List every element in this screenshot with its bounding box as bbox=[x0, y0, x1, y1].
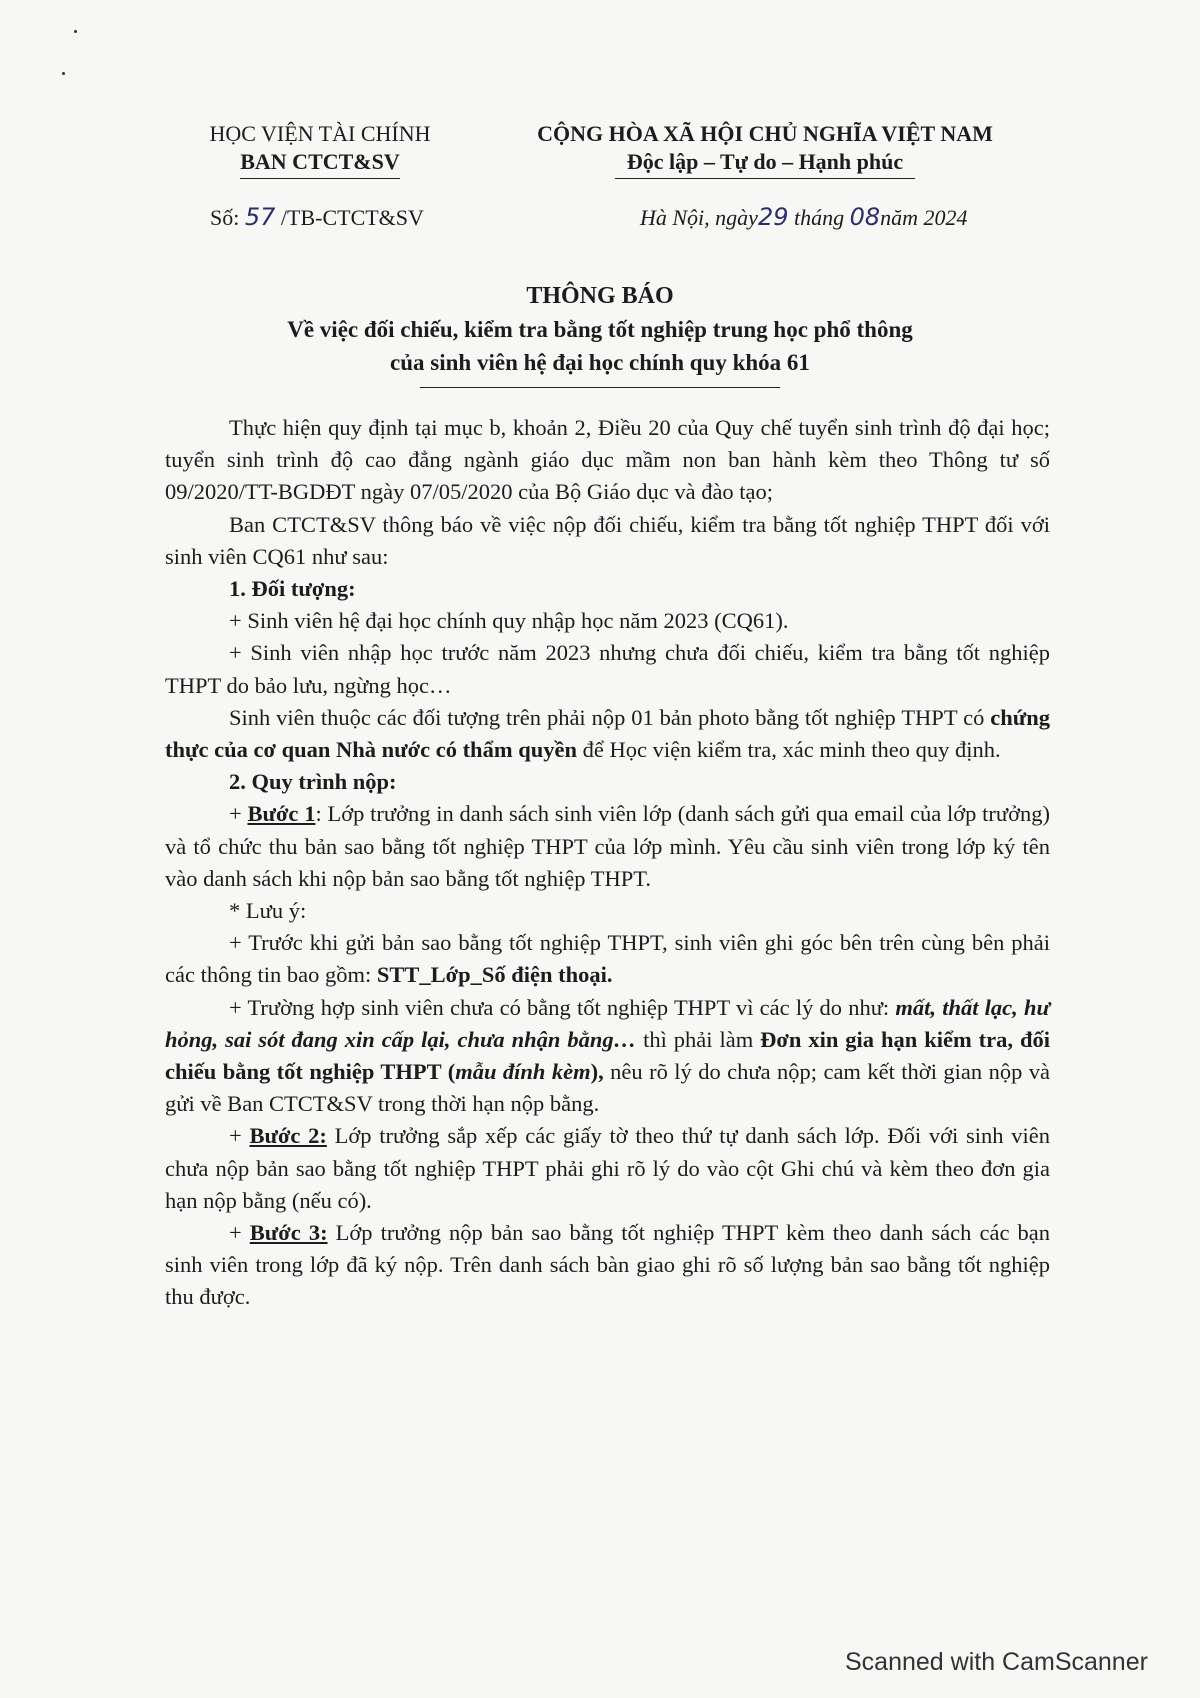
department-name: BAN CTCT&SV bbox=[240, 149, 400, 174]
scan-speck bbox=[62, 72, 65, 75]
text-run-bold-italic: mẫu đính kèm bbox=[455, 1059, 591, 1085]
text-run: + bbox=[229, 1123, 250, 1149]
note-label: * Lưu ý: bbox=[229, 898, 307, 924]
title-block bbox=[160, 280, 1040, 388]
national-motto: Độc lập – Tự do – Hạnh phúc bbox=[626, 149, 904, 174]
institution-name: HỌC VIỆN TÀI CHÍNH bbox=[209, 121, 431, 146]
doc-number-prefix: Số: bbox=[210, 205, 245, 230]
text-run-bold: chứng thực của cơ quan Nhà nước có thẩm quyền bbox=[165, 704, 1050, 763]
text-run: + bbox=[229, 1220, 250, 1246]
date-month-label: tháng bbox=[788, 205, 850, 230]
paragraph bbox=[165, 1217, 1050, 1314]
national-title: CỘNG HÒA XÃ HỘI CHỦ NGHĨA VIỆT NAM bbox=[537, 121, 993, 146]
text-run: nêu rõ lý do chưa nộp; cam kết thời gian nộp và gửi về Ban CTCT&SV trong thời hạn nộp bằng. bbox=[165, 1059, 1051, 1117]
document-date bbox=[640, 203, 968, 231]
date-day: 29 bbox=[757, 203, 789, 231]
text-run: thì phải làm bbox=[636, 1026, 761, 1052]
text-run-bold: Đơn xin gia hạn kiểm tra, đối chiếu bằng tốt nghiệp THPT ( bbox=[165, 1026, 1050, 1085]
paragraph bbox=[165, 702, 1050, 766]
paragraph: Thực hiện quy định tại mục b, khoản 2, Điều 20 của Quy chế tuyển sinh trình độ đại học; tuyển sinh trình độ cao đẳng ngành giáo dục mầm non ban hành kèm theo Thông tư số 09/2020/TT-BGDĐT ngày 07/05/2020 của Bộ Giáo dục và đào tạo; bbox=[165, 415, 1050, 505]
paragraph bbox=[165, 798, 1050, 895]
document-subject-line2: của sinh viên hệ đại học chính quy khóa 61 bbox=[390, 350, 810, 375]
paragraph: + Sinh viên nhập học trước năm 2023 nhưng chưa đối chiếu, kiểm tra bằng tốt nghiệp THPT do bảo lưu, ngừng học… bbox=[165, 640, 1050, 698]
section-heading: 1. Đối tượng: bbox=[229, 576, 356, 602]
step-label: Bước 1 bbox=[247, 801, 316, 827]
text-run: Sinh viên thuộc các đối tượng trên phải nộp 01 bản photo bằng tốt nghiệp THPT có bbox=[229, 704, 991, 730]
text-run: Lớp trưởng nộp bản sao bằng tốt nghiệp THPT kèm theo danh sách các bạn sinh viên trong lớp đã ký nộp. Trên danh sách bàn giao ghi rõ số lượng bản sao bằng tốt nghiệp thu được. bbox=[165, 1220, 1050, 1310]
date-month: 08 bbox=[849, 203, 881, 231]
doc-number-handwritten: 57 bbox=[244, 203, 276, 231]
header-right-rule bbox=[615, 178, 915, 179]
text-run: để Học viện kiểm tra, xác minh theo quy định. bbox=[576, 737, 1001, 763]
step-label: Bước 3: bbox=[249, 1220, 328, 1246]
text-run: + Trường hợp sinh viên chưa có bằng tốt nghiệp THPT vì các lý do như: bbox=[229, 994, 896, 1020]
doc-number-suffix: /TB-CTCT&SV bbox=[275, 205, 424, 230]
paragraph bbox=[165, 992, 1050, 1121]
section-heading: 2. Quy trình nộp: bbox=[229, 769, 397, 795]
header-left-rule bbox=[240, 178, 400, 179]
text-run-bold: STT_Lớp_Số điện thoại. bbox=[376, 962, 613, 988]
date-place: Hà Nội, ngày bbox=[640, 205, 758, 230]
paragraph bbox=[165, 927, 1050, 991]
text-run: + Trước khi gửi bản sao bằng tốt nghiệp THPT, sinh viên ghi góc bên trên cùng bên phải các thông tin bao gồm: bbox=[165, 930, 1050, 988]
document-number bbox=[210, 203, 424, 231]
header-left bbox=[170, 120, 470, 179]
paragraph bbox=[165, 1120, 1050, 1217]
step-label: Bước 2: bbox=[249, 1123, 327, 1149]
text-run-bold: ), bbox=[590, 1059, 604, 1085]
date-year: năm 2024 bbox=[880, 205, 968, 230]
scan-speck bbox=[74, 30, 77, 33]
camscanner-watermark: Scanned with CamScanner bbox=[845, 1648, 1148, 1676]
document-body bbox=[165, 412, 1050, 1314]
header-right bbox=[490, 120, 1040, 179]
paragraph: Ban CTCT&SV thông báo về việc nộp đối chiếu, kiểm tra bằng tốt nghiệp THPT đối với sinh viên CQ61 như sau: bbox=[165, 511, 1050, 569]
document-subject-line1: Về việc đối chiếu, kiểm tra bằng tốt nghiệp trung học phổ thông bbox=[287, 317, 913, 342]
text-run: + bbox=[229, 801, 248, 827]
paragraph: + Sinh viên hệ đại học chính quy nhập học năm 2023 (CQ61). bbox=[229, 608, 789, 634]
title-rule bbox=[420, 387, 780, 388]
text-run-bold-italic: mất, thất lạc, hư hỏng, sai sót đang xin cấp lại, chưa nhận bằng… bbox=[165, 994, 1050, 1052]
document-title: THÔNG BÁO bbox=[526, 283, 674, 309]
text-run: : Lớp trưởng in danh sách sinh viên lớp (danh sách gửi qua email của lớp trưởng) và tổ chức thu bản sao bằng tốt nghiệp THPT của lớp mình. Yêu cầu sinh viên trong lớp ký tên vào danh sách khi nộp bản sao bằng tốt nghiệp THPT. bbox=[165, 801, 1050, 891]
text-run: Lớp trưởng sắp xếp các giấy tờ theo thứ tự danh sách lớp. Đối với sinh viên chưa nộp bản sao bằng tốt nghiệp THPT phải ghi rõ lý do vào cột Ghi chú và kèm theo đơn gia hạn nộp bằng (nếu có). bbox=[165, 1123, 1050, 1213]
